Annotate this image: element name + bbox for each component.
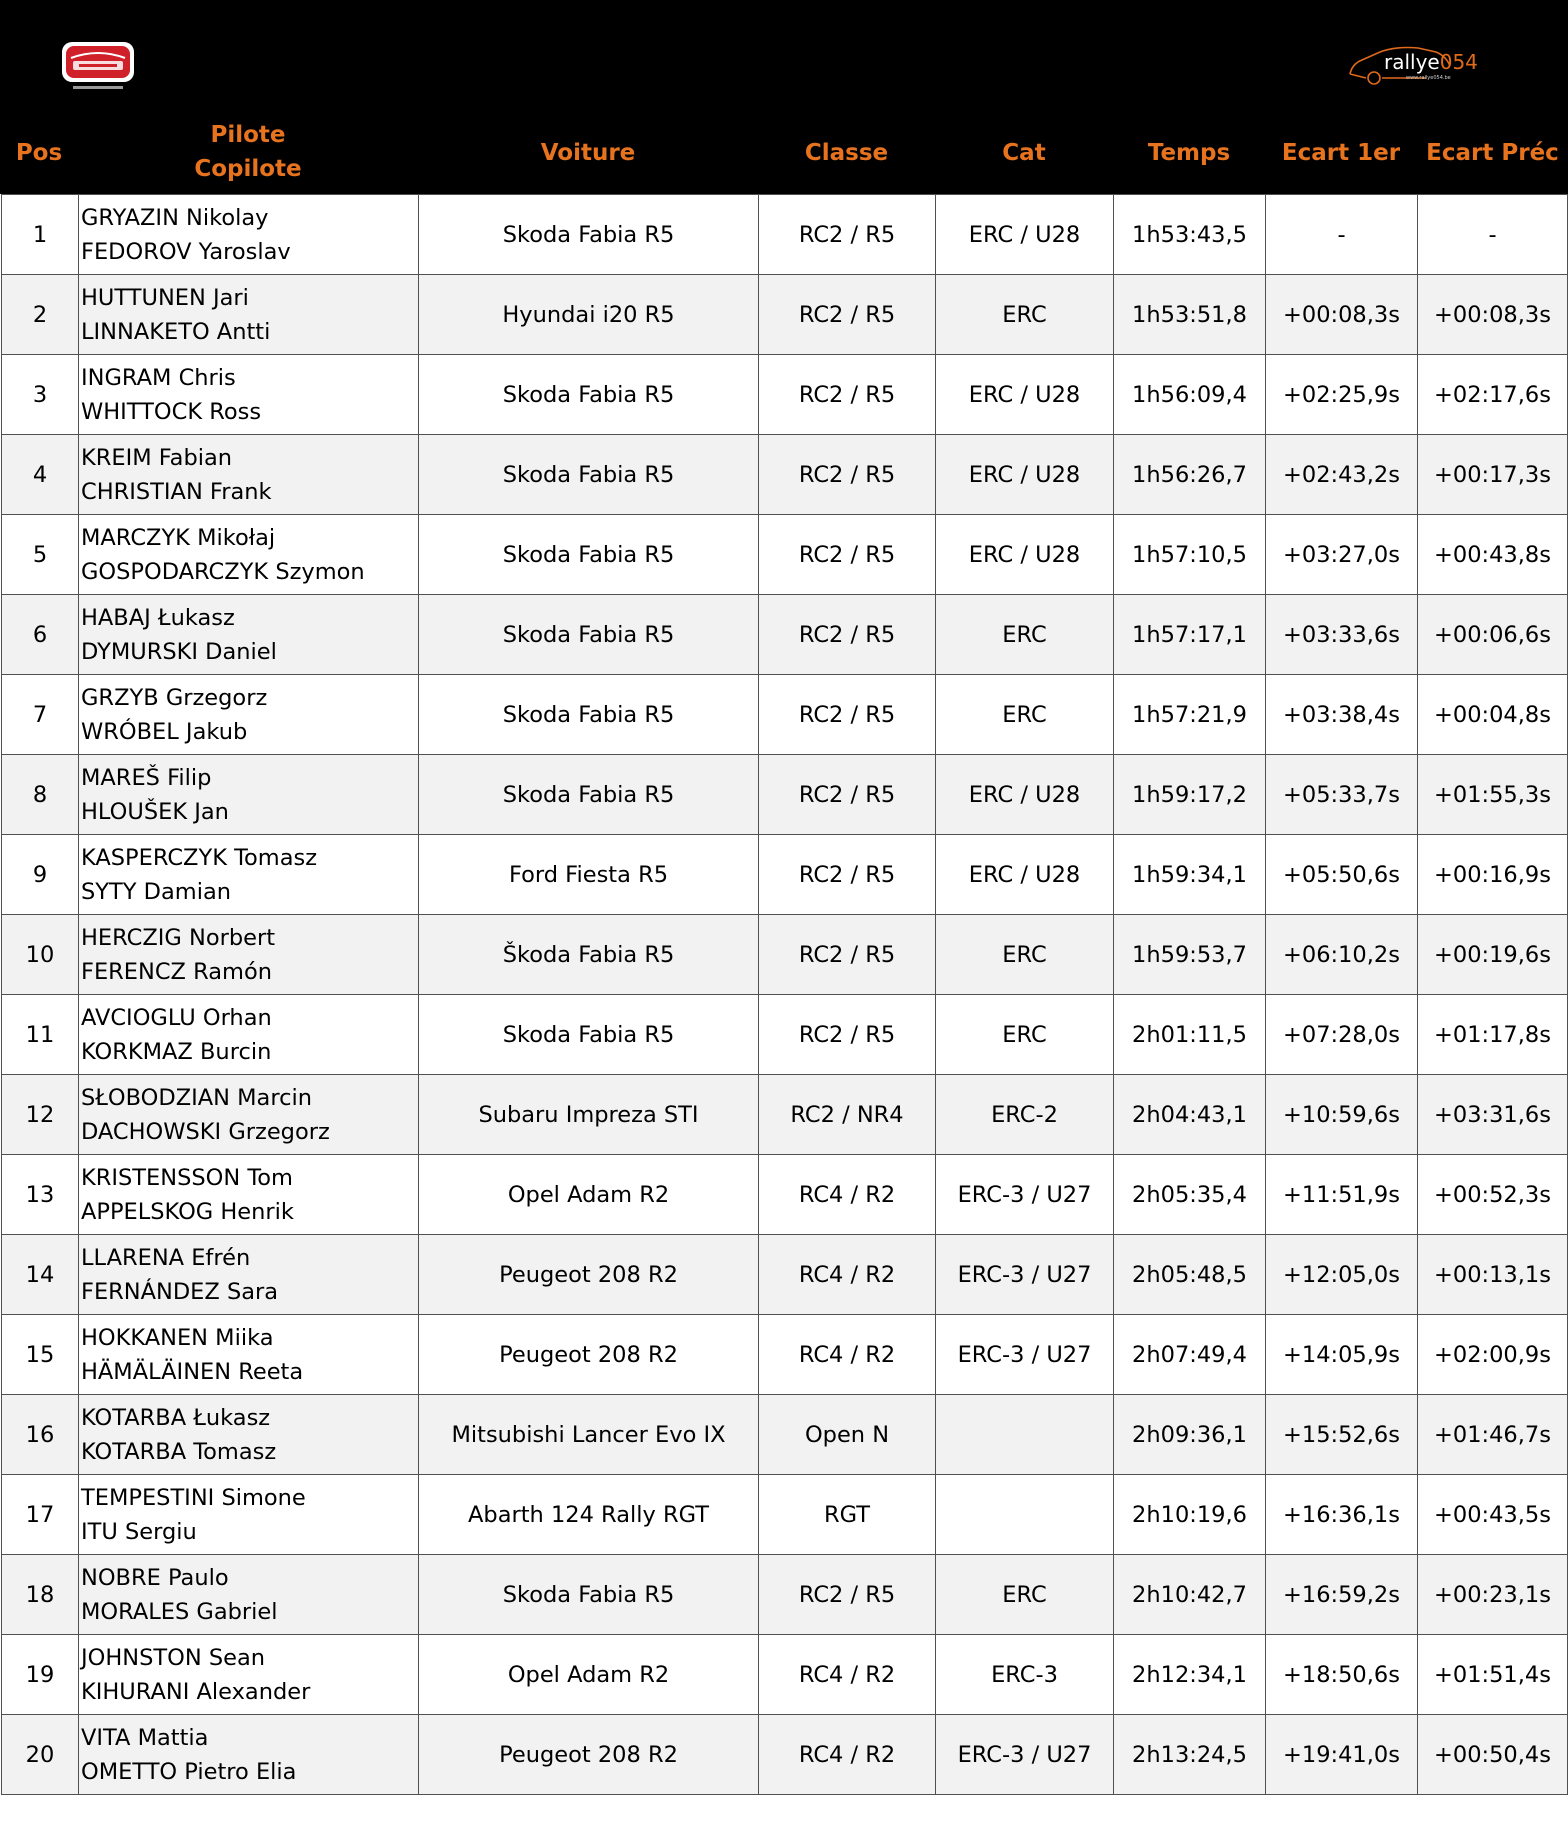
cell-gap-first: +03:38,4s: [1266, 675, 1418, 755]
cell-crew: [79, 835, 419, 915]
cell-gap-first: +05:33,7s: [1266, 755, 1418, 835]
cell-cat: [936, 1395, 1114, 1475]
cell-class: Open N: [759, 1395, 936, 1475]
cell-time: 2h05:35,4: [1114, 1155, 1266, 1235]
cell-cat: ERC: [936, 675, 1114, 755]
codriver-name: MORALES Gabriel: [81, 1598, 278, 1625]
cell-crew: [79, 915, 419, 995]
cell-gap-prev: +00:13,1s: [1418, 1235, 1568, 1315]
cell-time: 1h53:51,8: [1114, 275, 1266, 355]
cell-crew: [79, 355, 419, 435]
driver-name: KOTARBA Łukasz: [81, 1404, 271, 1431]
header-pos: Pos: [15, 140, 63, 166]
cell-cat: ERC / U28: [936, 195, 1114, 275]
cell-pos: 9: [2, 835, 79, 915]
table-row: [2, 1315, 1568, 1395]
codriver-name: FERNÁNDEZ Sara: [81, 1278, 279, 1305]
cell-car: Skoda Fabia R5: [419, 515, 759, 595]
cell-pos: 14: [2, 1235, 79, 1315]
cell-cat: ERC / U28: [936, 355, 1114, 435]
cell-pos: 13: [2, 1155, 79, 1235]
driver-name: HOKKANEN Miika: [81, 1324, 274, 1351]
cell-crew: [79, 1475, 419, 1555]
cell-car: Škoda Fabia R5: [419, 915, 759, 995]
codriver-name: HÄMÄLÄINEN Reeta: [81, 1358, 304, 1385]
cell-gap-prev: +00:43,5s: [1418, 1475, 1568, 1555]
driver-name: KREIM Fabian: [81, 444, 233, 471]
results-table: [1, 194, 1568, 1795]
cell-pos: 8: [2, 755, 79, 835]
cell-class: RGT: [759, 1475, 936, 1555]
cell-gap-first: +15:52,6s: [1266, 1395, 1418, 1475]
cell-crew: [79, 1235, 419, 1315]
header-cat: Cat: [1002, 140, 1046, 166]
cell-pos: 1: [2, 195, 79, 275]
cell-crew: [79, 1395, 419, 1475]
cell-gap-first: +12:05,0s: [1266, 1235, 1418, 1315]
cell-car: Ford Fiesta R5: [419, 835, 759, 915]
cell-time: 1h59:17,2: [1114, 755, 1266, 835]
cell-crew: [79, 515, 419, 595]
codriver-name: GOSPODARCZYK Szymon: [81, 558, 365, 585]
cell-pos: 6: [2, 595, 79, 675]
cell-pos: 18: [2, 1555, 79, 1635]
cell-class: RC2 / R5: [759, 675, 936, 755]
rally-poland-logo: [59, 38, 137, 94]
cell-gap-first: +19:41,0s: [1266, 1715, 1418, 1795]
codriver-name: ITU Sergiu: [81, 1518, 197, 1545]
driver-name: VITA Mattia: [81, 1724, 209, 1751]
driver-name: AVCIOGLU Orhan: [81, 1004, 272, 1031]
cell-cat: ERC-3: [936, 1635, 1114, 1715]
cell-cat: ERC / U28: [936, 755, 1114, 835]
cell-gap-first: +18:50,6s: [1266, 1635, 1418, 1715]
rallye054-logo: [1346, 44, 1476, 86]
cell-gap-prev: +02:17,6s: [1418, 355, 1568, 435]
cell-gap-first: +06:10,2s: [1266, 915, 1418, 995]
brand-url: www.rallye054.be: [1406, 75, 1451, 81]
cell-time: 1h57:17,1: [1114, 595, 1266, 675]
header-gap-prev: Ecart Préc: [1426, 140, 1559, 166]
cell-pos: 19: [2, 1635, 79, 1715]
cell-pos: 15: [2, 1315, 79, 1395]
cell-gap-prev: +00:52,3s: [1418, 1155, 1568, 1235]
cell-gap-prev: -: [1418, 195, 1568, 275]
table-row: [2, 835, 1568, 915]
cell-crew: [79, 1555, 419, 1635]
driver-name: HABAJ Łukasz: [81, 604, 235, 631]
cell-cat: ERC-3 / U27: [936, 1315, 1114, 1395]
cell-gap-prev: +00:43,8s: [1418, 515, 1568, 595]
table-row: [2, 1155, 1568, 1235]
cell-time: 2h10:42,7: [1114, 1555, 1266, 1635]
table-row: [2, 1555, 1568, 1635]
driver-name: KASPERCZYK Tomasz: [81, 844, 318, 871]
cell-time: 1h57:21,9: [1114, 675, 1266, 755]
cell-pos: 2: [2, 275, 79, 355]
codriver-name: APPELSKOG Henrik: [81, 1198, 294, 1225]
cell-time: 2h12:34,1: [1114, 1635, 1266, 1715]
table-row: [2, 1635, 1568, 1715]
cell-car: Peugeot 208 R2: [419, 1315, 759, 1395]
codriver-name: WRÓBEL Jakub: [81, 718, 248, 745]
cell-car: Skoda Fabia R5: [419, 595, 759, 675]
cell-gap-prev: +00:19,6s: [1418, 915, 1568, 995]
cell-car: Skoda Fabia R5: [419, 435, 759, 515]
header-car: Voiture: [540, 140, 636, 166]
driver-name: TEMPESTINI Simone: [81, 1484, 306, 1511]
header-class: Classe: [804, 140, 889, 166]
cell-class: RC2 / R5: [759, 995, 936, 1075]
cell-class: RC2 / R5: [759, 515, 936, 595]
cell-cat: ERC: [936, 595, 1114, 675]
cell-class: RC4 / R2: [759, 1235, 936, 1315]
codriver-name: WHITTOCK Ross: [81, 398, 262, 425]
cell-gap-prev: +00:17,3s: [1418, 435, 1568, 515]
codriver-name: OMETTO Pietro Elia: [81, 1758, 297, 1785]
cell-time: 2h05:48,5: [1114, 1235, 1266, 1315]
cell-crew: [79, 675, 419, 755]
cell-class: RC2 / NR4: [759, 1075, 936, 1155]
cell-time: 2h13:24,5: [1114, 1715, 1266, 1795]
cell-class: RC4 / R2: [759, 1155, 936, 1235]
table-row: [2, 755, 1568, 835]
cell-car: Peugeot 208 R2: [419, 1715, 759, 1795]
cell-time: 2h09:36,1: [1114, 1395, 1266, 1475]
cell-pos: 16: [2, 1395, 79, 1475]
cell-gap-prev: +00:04,8s: [1418, 675, 1568, 755]
cell-class: RC2 / R5: [759, 195, 936, 275]
cell-gap-first: +10:59,6s: [1266, 1075, 1418, 1155]
cell-gap-first: +11:51,9s: [1266, 1155, 1418, 1235]
cell-class: RC4 / R2: [759, 1315, 936, 1395]
cell-cat: ERC-3 / U27: [936, 1235, 1114, 1315]
cell-pos: 20: [2, 1715, 79, 1795]
cell-crew: [79, 1715, 419, 1795]
cell-time: 1h57:10,5: [1114, 515, 1266, 595]
cell-cat: ERC: [936, 1555, 1114, 1635]
table-header: [0, 0, 1568, 194]
cell-crew: [79, 1155, 419, 1235]
cell-car: Skoda Fabia R5: [419, 675, 759, 755]
driver-name: KRISTENSSON Tom: [81, 1164, 293, 1191]
cell-gap-prev: +00:06,6s: [1418, 595, 1568, 675]
brand-text: rallye054: [1384, 50, 1478, 74]
cell-pos: 7: [2, 675, 79, 755]
cell-cat: ERC: [936, 995, 1114, 1075]
codriver-name: DYMURSKI Daniel: [81, 638, 277, 665]
cell-time: 1h59:34,1: [1114, 835, 1266, 915]
table-row: [2, 915, 1568, 995]
table-row: [2, 675, 1568, 755]
cell-car: Opel Adam R2: [419, 1155, 759, 1235]
driver-name: GRYAZIN Nikolay: [81, 204, 269, 231]
cell-gap-first: +03:33,6s: [1266, 595, 1418, 675]
cell-pos: 12: [2, 1075, 79, 1155]
cell-crew: [79, 595, 419, 675]
cell-car: Abarth 124 Rally RGT: [419, 1475, 759, 1555]
cell-pos: 3: [2, 355, 79, 435]
cell-crew: [79, 1075, 419, 1155]
cell-gap-first: +16:36,1s: [1266, 1475, 1418, 1555]
cell-cat: ERC-2: [936, 1075, 1114, 1155]
cell-pos: 5: [2, 515, 79, 595]
driver-name: NOBRE Paulo: [81, 1564, 229, 1591]
cell-car: Peugeot 208 R2: [419, 1235, 759, 1315]
codriver-name: FERENCZ Ramón: [81, 958, 272, 985]
driver-name: LLARENA Efrén: [81, 1244, 251, 1271]
cell-crew: [79, 755, 419, 835]
cell-cat: [936, 1475, 1114, 1555]
table-row: [2, 1395, 1568, 1475]
cell-crew: [79, 995, 419, 1075]
table-row: [2, 995, 1568, 1075]
driver-name: JOHNSTON Sean: [81, 1644, 265, 1671]
header-codriver: Copilote: [194, 156, 302, 182]
results-body: [2, 195, 1568, 1795]
cell-gap-first: +03:27,0s: [1266, 515, 1418, 595]
cell-pos: 17: [2, 1475, 79, 1555]
table-row: [2, 275, 1568, 355]
cell-crew: [79, 195, 419, 275]
codriver-name: SYTY Damian: [81, 878, 231, 905]
header-driver: Pilote: [210, 122, 286, 148]
cell-gap-first: +00:08,3s: [1266, 275, 1418, 355]
table-row: [2, 1235, 1568, 1315]
codriver-name: KIHURANI Alexander: [81, 1678, 311, 1705]
table-row: [2, 195, 1568, 275]
cell-car: Skoda Fabia R5: [419, 1555, 759, 1635]
cell-gap-first: +14:05,9s: [1266, 1315, 1418, 1395]
cell-car: Skoda Fabia R5: [419, 195, 759, 275]
codriver-name: KOTARBA Tomasz: [81, 1438, 277, 1465]
cell-crew: [79, 435, 419, 515]
cell-cat: ERC: [936, 275, 1114, 355]
cell-car: Hyundai i20 R5: [419, 275, 759, 355]
codriver-name: LINNAKETO Antti: [81, 318, 271, 345]
cell-class: RC2 / R5: [759, 275, 936, 355]
driver-name: SŁOBODZIAN Marcin: [81, 1084, 312, 1111]
cell-time: 2h07:49,4: [1114, 1315, 1266, 1395]
cell-crew: [79, 1635, 419, 1715]
cell-cat: ERC-3 / U27: [936, 1155, 1114, 1235]
cell-gap-first: +07:28,0s: [1266, 995, 1418, 1075]
cell-time: 1h56:09,4: [1114, 355, 1266, 435]
cell-car: Mitsubishi Lancer Evo IX: [419, 1395, 759, 1475]
cell-gap-prev: +00:23,1s: [1418, 1555, 1568, 1635]
cell-car: Skoda Fabia R5: [419, 995, 759, 1075]
cell-class: RC4 / R2: [759, 1635, 936, 1715]
cell-gap-prev: +01:51,4s: [1418, 1635, 1568, 1715]
cell-class: RC2 / R5: [759, 755, 936, 835]
cell-gap-first: +16:59,2s: [1266, 1555, 1418, 1635]
table-row: [2, 1475, 1568, 1555]
codriver-name: DACHOWSKI Grzegorz: [81, 1118, 330, 1145]
cell-class: RC2 / R5: [759, 1555, 936, 1635]
table-row: [2, 1075, 1568, 1155]
driver-name: GRZYB Grzegorz: [81, 684, 268, 711]
driver-name: HUTTUNEN Jari: [81, 284, 249, 311]
driver-name: MARCZYK Mikołaj: [81, 524, 276, 551]
cell-time: 1h53:43,5: [1114, 195, 1266, 275]
cell-cat: ERC / U28: [936, 835, 1114, 915]
cell-time: 1h56:26,7: [1114, 435, 1266, 515]
cell-class: RC4 / R2: [759, 1715, 936, 1795]
cell-time: 2h04:43,1: [1114, 1075, 1266, 1155]
cell-crew: [79, 1315, 419, 1395]
cell-gap-first: -: [1266, 195, 1418, 275]
cell-crew: [79, 275, 419, 355]
cell-gap-prev: +01:55,3s: [1418, 755, 1568, 835]
codriver-name: HLOUŠEK Jan: [81, 798, 229, 825]
cell-cat: ERC: [936, 915, 1114, 995]
cell-cat: ERC / U28: [936, 515, 1114, 595]
cell-cat: ERC / U28: [936, 435, 1114, 515]
cell-gap-first: +02:25,9s: [1266, 355, 1418, 435]
driver-name: HERCZIG Norbert: [81, 924, 276, 951]
cell-gap-prev: +00:08,3s: [1418, 275, 1568, 355]
cell-time: 2h01:11,5: [1114, 995, 1266, 1075]
table-row: [2, 355, 1568, 435]
cell-gap-first: +05:50,6s: [1266, 835, 1418, 915]
cell-time: 1h59:53,7: [1114, 915, 1266, 995]
cell-gap-prev: +01:17,8s: [1418, 995, 1568, 1075]
cell-class: RC2 / R5: [759, 435, 936, 515]
table-row: [2, 595, 1568, 675]
codriver-name: FEDOROV Yaroslav: [81, 238, 291, 265]
cell-class: RC2 / R5: [759, 915, 936, 995]
cell-car: Subaru Impreza STI: [419, 1075, 759, 1155]
header-time: Temps: [1147, 140, 1231, 166]
cell-time: 2h10:19,6: [1114, 1475, 1266, 1555]
table-row: [2, 1715, 1568, 1795]
cell-gap-prev: +01:46,7s: [1418, 1395, 1568, 1475]
cell-car: Skoda Fabia R5: [419, 755, 759, 835]
cell-pos: 10: [2, 915, 79, 995]
cell-car: Skoda Fabia R5: [419, 355, 759, 435]
cell-gap-prev: +03:31,6s: [1418, 1075, 1568, 1155]
cell-cat: ERC-3 / U27: [936, 1715, 1114, 1795]
codriver-name: CHRISTIAN Frank: [81, 478, 272, 505]
header-gap-first: Ecart 1er: [1281, 140, 1401, 166]
cell-class: RC2 / R5: [759, 835, 936, 915]
cell-gap-prev: +00:50,4s: [1418, 1715, 1568, 1795]
table-row: [2, 435, 1568, 515]
cell-gap-prev: +00:16,9s: [1418, 835, 1568, 915]
driver-name: MAREŠ Filip: [81, 764, 212, 791]
cell-pos: 11: [2, 995, 79, 1075]
driver-name: INGRAM Chris: [81, 364, 236, 391]
cell-car: Opel Adam R2: [419, 1635, 759, 1715]
cell-class: RC2 / R5: [759, 355, 936, 435]
cell-class: RC2 / R5: [759, 595, 936, 675]
codriver-name: KORKMAZ Burcin: [81, 1038, 272, 1065]
cell-gap-first: +02:43,2s: [1266, 435, 1418, 515]
cell-gap-prev: +02:00,9s: [1418, 1315, 1568, 1395]
table-row: [2, 515, 1568, 595]
cell-pos: 4: [2, 435, 79, 515]
